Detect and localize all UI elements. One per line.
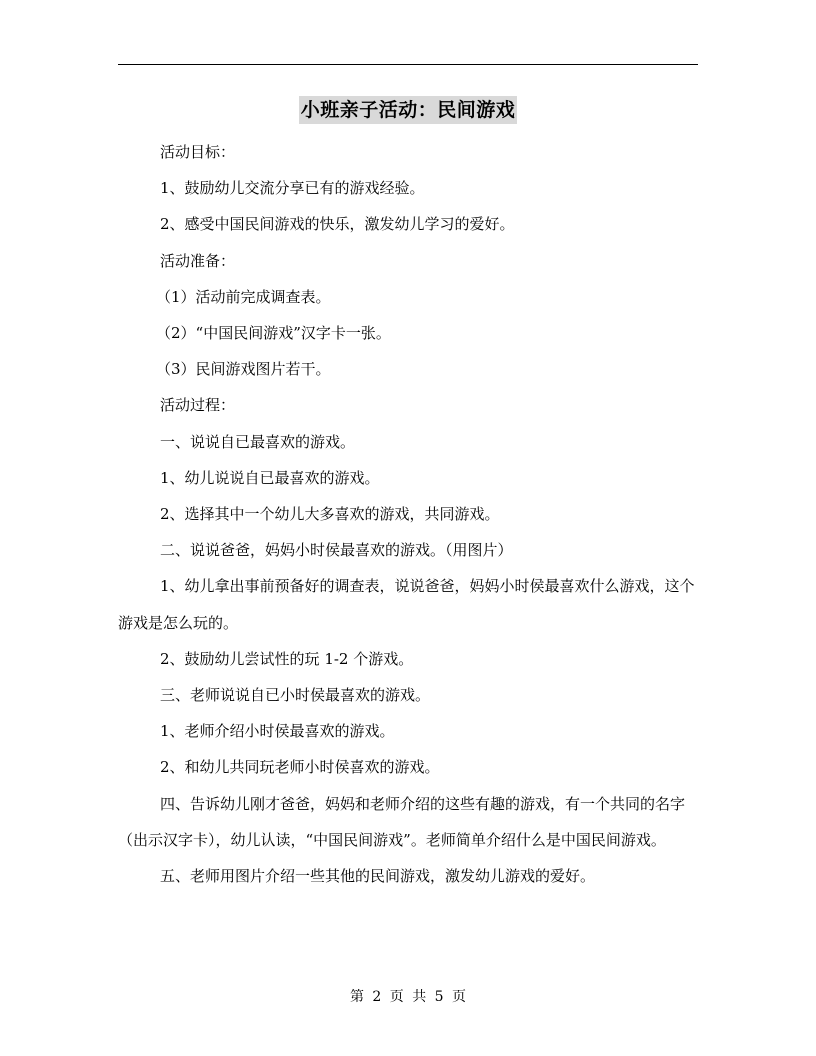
page-number-label: 第 2 页 共 5 页 xyxy=(349,989,467,1005)
paragraph-goal-2: 2、感受中国民间游戏的快乐，激发幼儿学习的爱好。 xyxy=(160,215,515,234)
paragraph-step-3: 三、老师说说自已小时侯最喜欢的游戏。 xyxy=(160,686,431,705)
document-body xyxy=(118,134,700,894)
paragraph-step-1: 一、说说自已最喜欢的游戏。 xyxy=(160,432,356,451)
paragraph-step-3-2: 2、和幼儿共同玩老师小时侯喜欢的游戏。 xyxy=(160,758,440,777)
header-rule xyxy=(118,64,698,65)
title-container xyxy=(0,96,816,124)
paragraph-step-2: 二、说说爸爸，妈妈小时侯最喜欢的游戏。（用图片） xyxy=(160,541,513,560)
paragraph-step-5: 五、老师用图片介绍一些其他的民间游戏，激发幼儿游戏的爱好。 xyxy=(160,867,596,886)
paragraph-prep-3: （3）民间游戏图片若干。 xyxy=(156,360,331,379)
paragraph-prep-2: （2）“中国民间游戏”汉字卡一张。 xyxy=(156,324,391,343)
paragraph-prep-heading: 活动准备： xyxy=(160,251,236,270)
paragraph-goals-heading: 活动目标： xyxy=(160,143,236,161)
paragraph-step-2-2: 2、鼓励幼儿尝试性的玩 1-2 个游戏。 xyxy=(160,649,414,668)
paragraph-process-heading: 活动过程： xyxy=(160,396,236,415)
paragraph-step-4: 四、告诉幼儿刚才爸爸，妈妈和老师介绍的这些有趣的游戏，有一个共同的名字（出示汉字卡），幼儿认读，“中国民间游戏”。老师简单介绍什么是中国民间游戏。 xyxy=(118,794,686,849)
document-title: 小班亲子活动：民间游戏 xyxy=(299,96,518,124)
paragraph-goal-1: 1、鼓励幼儿交流分享已有的游戏经验。 xyxy=(160,179,425,198)
paragraph-step-1-1: 1、幼儿说说自已最喜欢的游戏。 xyxy=(160,468,380,487)
paragraph-step-3-1: 1、老师介绍小时侯最喜欢的游戏。 xyxy=(160,722,395,741)
paragraph-step-2-1: 1、幼儿拿出事前预备好的调查表，说说爸爸，妈妈小时侯最喜欢什么游戏，这个游戏是怎么玩的。 xyxy=(118,577,695,632)
page-footer xyxy=(0,987,816,1007)
paragraph-step-1-2: 2、选择其中一个幼儿大多喜欢的游戏，共同游戏。 xyxy=(160,505,500,524)
paragraph-prep-1: （1）活动前完成调查表。 xyxy=(156,287,331,306)
